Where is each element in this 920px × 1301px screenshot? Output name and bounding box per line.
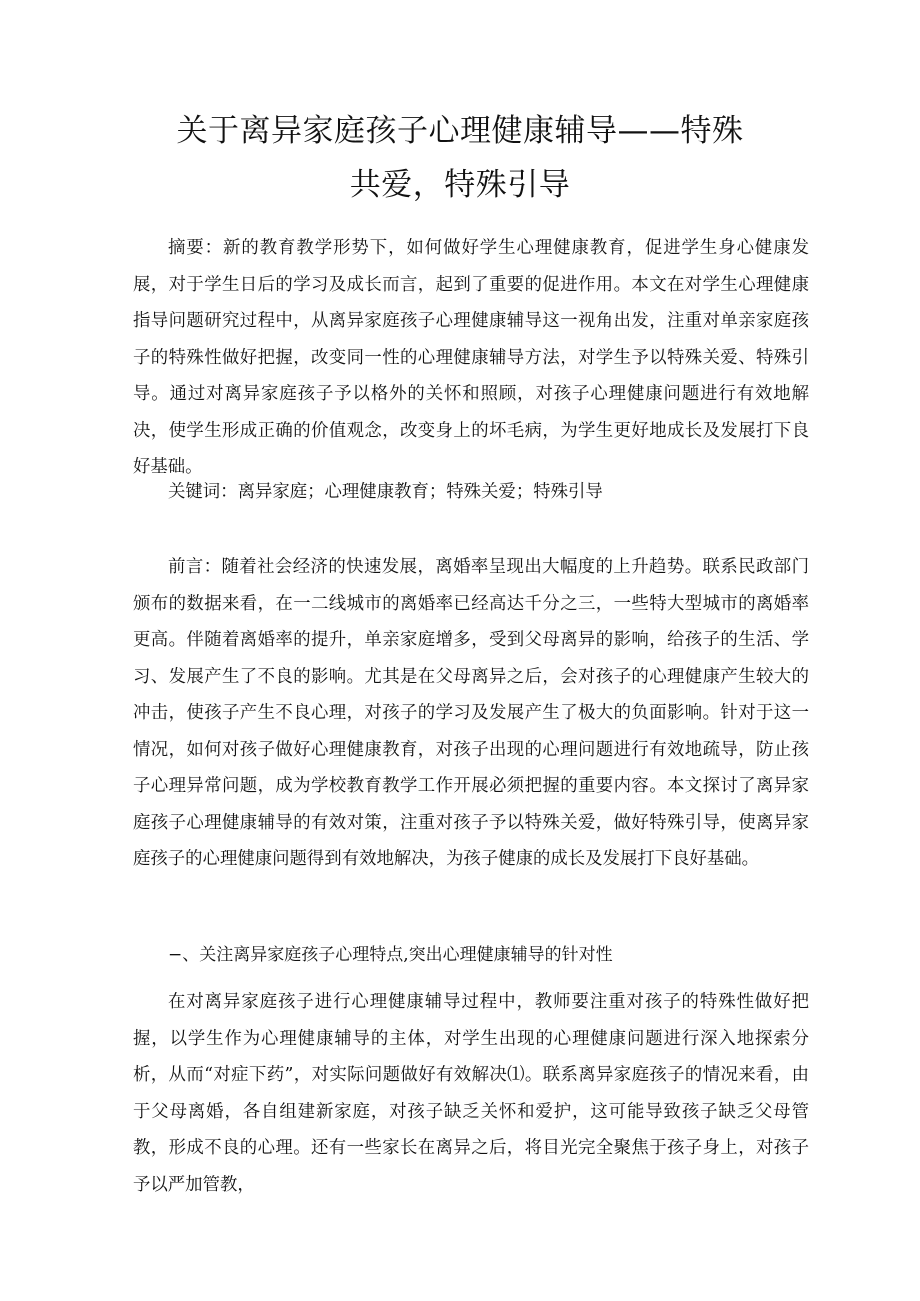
preface-paragraph: 前言：随着社会经济的快速发展，离婚率呈现出大幅度的上升趋势。联系民政部门颁布的数据来看，在一二线城市的离婚率已经高达千分之三，一些特大型城市的离婚率更高。伴随着离婚率的提升，单亲家庭增多，受到父母离异的影响，给孩子的生活、学习、发展产生了不良的影响。尤其是在父母离异之后，会对孩子的心理健康产生较大的冲击，使孩子产生不良心理，对孩子的学习及发展产生了极大的负面影响。针对于这一情况，如何对孩子做好心理健康教育，对孩子出现的心理问题进行有效地疏导，防止孩子心理异常问题，成为学校教育教学工作开展必须把握的重要内容。本文探讨了离异家庭孩子心理健康辅导的有效对策，注重对孩子予以特殊关爱，做好特殊引导，使离异家庭孩子的心理健康问题得到有效地解决，为孩子健康的成长及发展打下良好基础。 (133, 557, 809, 869)
document-title-line-2: 共爱，特殊引导 (349, 167, 571, 203)
document-title-line-1: 关于离异家庭孩子心理健康辅导——特殊 (176, 113, 744, 149)
keywords-paragraph: 关键词：离异家庭；心理健康教育；特殊关爱；特殊引导 (168, 482, 603, 502)
section-1-body: 在对离异家庭孩子进行心理健康辅导过程中，教师要注重对孩子的特殊性做好把握，以学生作为心理健康辅导的主体，对学生出现的心理健康问题进行深入地探索分析，从而“对症下药”，对实际问题做好有效解决⑴。联系离异家庭孩子的情况来看，由于父母离婚，各自组建新家庭，对孩子缺乏关怀和爱护，这可能导致孩子缺乏父母管教，形成不良的心理。还有一些家长在离异之后，将目光完全聚焦于孩子身上，对孩子予以严加管教， (133, 992, 809, 1195)
section-1-heading: −、关注离异家庭孩子心理特点,突出心理健康辅导的针对性 (168, 945, 613, 965)
abstract-paragraph: 摘要：新的教育教学形势下，如何做好学生心理健康教育，促进学生身心健康发展，对于学生日后的学习及成长而言，起到了重要的促进作用。本文在对学生心理健康指导问题研究过程中，从离异家庭孩子心理健康辅导这一视角出发，注重对单亲家庭孩子的特殊性做好把握，改变同一性的心理健康辅导方法，对学生予以特殊关爱、特殊引导。通过对离异家庭孩子予以格外的关怀和照顾，对孩子心理健康问题进行有效地解决，使学生形成正确的价值观念，改变身上的坏毛病，为学生更好地成长及发展打下良好基础。 (133, 238, 809, 477)
